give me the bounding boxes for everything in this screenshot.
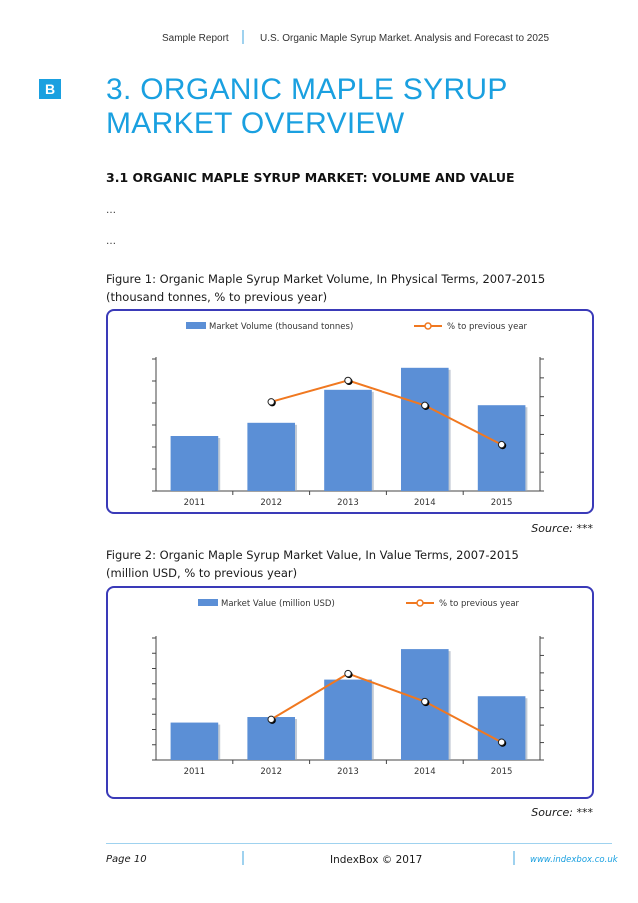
indexbox-logo: B [39,79,61,99]
bar-2013 [324,390,372,491]
legend-bar-swatch [186,322,206,329]
figure1-source: Source: *** [531,522,593,535]
figure2-source: Source: *** [531,806,593,819]
bar-2011 [171,723,219,760]
x-tick-label-2014: 2014 [413,498,436,508]
footer-divider-left [242,851,244,865]
bar-2014 [401,368,449,491]
section-title [106,73,508,141]
legend-line-marker [425,323,431,329]
line-point-2012 [268,716,274,722]
x-tick-label-2012: 2012 [260,767,283,777]
x-tick-label-2012: 2012 [260,498,283,508]
section-title-line1: 3. ORGANIC MAPLE SYRUP [106,73,508,106]
figure2-chart [108,588,592,797]
line-point-2014 [422,698,428,704]
header-divider [242,30,244,44]
legend-line-marker [417,600,423,606]
x-tick-label-2015: 2015 [490,498,513,508]
legend-bar-label: Market Value (million USD) [221,599,335,609]
ellipsis-1: … [106,205,116,216]
figure2-chart-frame [106,586,594,799]
header-sample-report: Sample Report [162,33,229,44]
line-point-2013 [345,377,351,383]
bar-2013 [324,680,372,760]
bar-2011 [171,436,219,491]
line-series-pct [271,380,501,444]
x-tick-label-2013: 2013 [337,767,359,777]
footer-copyright: IndexBox © 2017 [330,854,423,866]
legend-line-label: % to previous year [447,322,528,332]
line-series-pct [271,674,501,743]
x-tick-label-2014: 2014 [413,767,436,777]
legend-line-label: % to previous year [439,599,520,609]
line-point-2015 [498,441,504,447]
legend-bar-swatch [198,599,218,606]
ellipsis-2: … [106,236,116,247]
footer-website-link[interactable]: www.indexbox.co.uk [530,855,618,865]
subsection-heading: 3.1 ORGANIC MAPLE SYRUP MARKET: VOLUME AND VALUE [106,170,515,185]
x-tick-label-2011: 2011 [183,767,206,777]
footer-rule [106,843,612,844]
footer-divider-right [513,851,515,865]
x-tick-label-2015: 2015 [490,767,513,777]
chart-legend [186,322,528,332]
figure2-caption-line2: (million USD, % to previous year) [106,566,298,580]
figure1-caption-line2: (thousand tonnes, % to previous year) [106,290,328,304]
bar-2015 [478,696,526,760]
figure1-chart [108,311,592,512]
figure2-caption-line1: Figure 2: Organic Maple Syrup Market Value, In Value Terms, 2007-2015 [106,548,519,562]
line-point-2015 [498,739,504,745]
figure1-caption [106,270,545,306]
line-point-2013 [345,670,351,676]
legend-bar-label: Market Volume (thousand tonnes) [209,322,354,332]
footer-page-number: Page 10 [106,854,147,865]
figure2-caption [106,546,519,582]
x-tick-label-2013: 2013 [337,498,359,508]
line-point-2014 [422,402,428,408]
bar-2012 [247,423,295,491]
section-title-line2: MARKET OVERVIEW [106,107,405,140]
chart-legend [198,599,520,609]
header-report-title: U.S. Organic Maple Syrup Market. Analysis and Forecast to 2025 [260,33,550,44]
x-tick-label-2011: 2011 [183,498,206,508]
figure1-chart-frame [106,309,594,514]
line-point-2012 [268,399,274,405]
figure1-caption-line1: Figure 1: Organic Maple Syrup Market Volume, In Physical Terms, 2007-2015 [106,272,546,286]
